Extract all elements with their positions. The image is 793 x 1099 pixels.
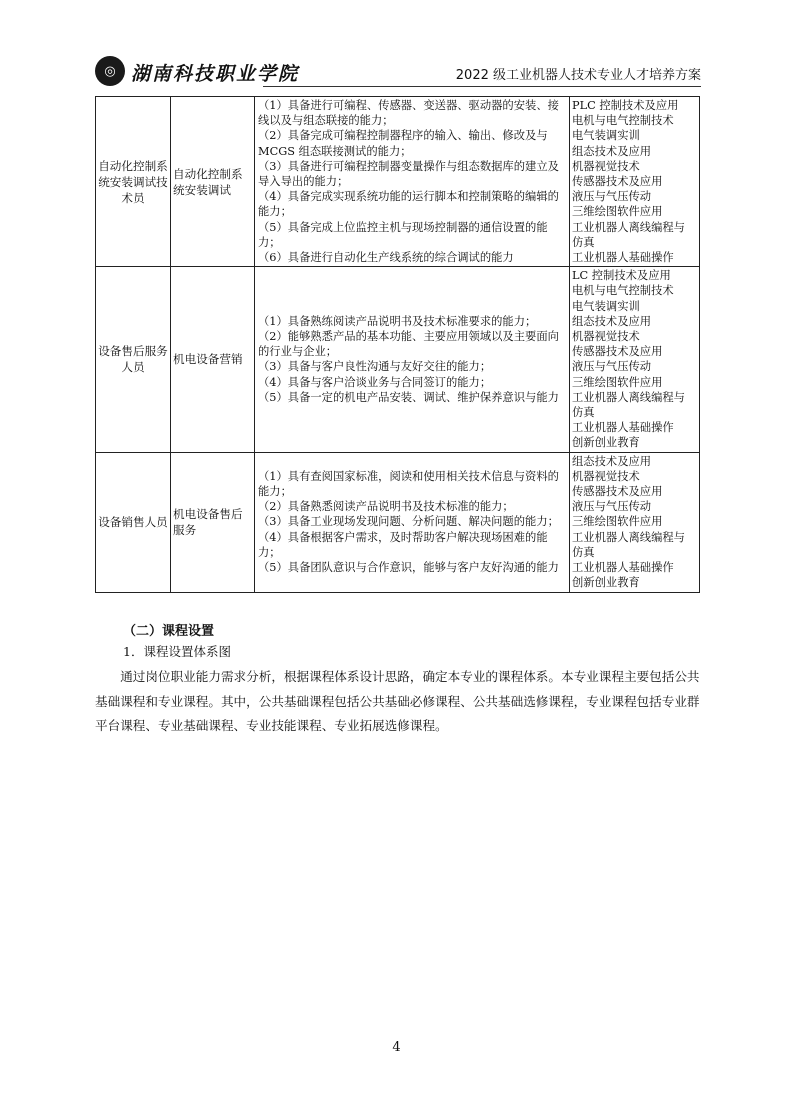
table-row [96, 267, 700, 452]
header-rule [263, 86, 701, 87]
requirement-item: （4）具备与客户洽谈业务与合同签订的能力； [258, 375, 492, 389]
requirement-item: （1）具备进行可编程、传感器、变送器、驱动器的安装、接线以及与组态联接的能力； [258, 99, 559, 128]
course-item: 三维绘图软件应用 [572, 205, 663, 219]
course-item: 组态技术及应用 [572, 454, 652, 468]
course-item: 电气装调实训 [572, 299, 640, 313]
course-item: 传感器技术及应用 [572, 485, 663, 499]
section-heading: （二）课程设置 [123, 624, 215, 639]
course-item: 创新创业教育 [572, 576, 640, 590]
table-row [96, 452, 700, 592]
requirement-item: （2）具备完成可编程控制器程序的输入、输出、修改及与MCGS 组态联接测试的能力； [258, 129, 548, 158]
requirement-item: （5）具备一定的机电产品安装、调试、维护保养意识与能力 [258, 390, 559, 404]
course-item: 传感器技术及应用 [572, 175, 663, 189]
course-item: 电机与电气控制技术 [572, 284, 674, 298]
course-item: 液压与气压传动 [572, 190, 652, 204]
post-ability-table [95, 96, 700, 593]
course-item: 电气装调实训 [572, 129, 640, 143]
supporting-courses-cell [570, 97, 700, 267]
work-task-cell: 机电设备营销 [171, 267, 255, 452]
requirement-item: （1）具备熟练阅读产品说明书及技术标准要求的能力； [258, 314, 537, 328]
course-item: 组态技术及应用 [572, 144, 652, 158]
requirement-item: （1）具有查阅国家标准，阅读和使用相关技术信息与资料的能力； [258, 469, 559, 499]
page-number: 4 [392, 1040, 401, 1055]
work-task-cell: 自动化控制系统安装调试 [171, 97, 255, 267]
post-cell: 自动化控制系统安装调试技术员 [96, 97, 171, 267]
post-cell: 设备售后服务人员 [96, 267, 171, 452]
course-item: 工业机器人基础操作 [572, 561, 674, 575]
requirement-item: （6）具备进行自动化生产线系统的综合调试的能力 [258, 251, 514, 265]
course-item: 组态技术及应用 [572, 314, 652, 328]
supporting-courses-cell [570, 267, 700, 452]
course-item: 机器视觉技术 [572, 159, 640, 173]
school-logo-text: 湖南科技职业学院 [131, 63, 300, 85]
table-row [96, 97, 700, 267]
requirement-item: （5）具备完成上位监控主机与现场控制器的通信设置的能力； [258, 220, 548, 249]
course-item: 工业机器人离线编程与 [572, 530, 685, 544]
post-cell: 设备销售人员 [96, 452, 171, 592]
requirement-item: （3）具备与客户良性沟通与友好交往的能力； [258, 360, 492, 374]
requirement-item: （3）具备进行可编程控制器变量操作与组态数据库的建立及导入导出的能力； [258, 159, 559, 189]
course-item: 仿真 [572, 406, 595, 420]
course-item: 工业机器人基础操作 [572, 421, 674, 435]
course-item: 液压与气压传动 [572, 360, 652, 374]
body-paragraph: 通过岗位职业能力需求分析，根据课程体系设计思路，确定本专业的课程体系。本专业课程主要包括公共基础课程和专业课程。其中，公共基础课程包括公共基础必修课程、公共基础选修课程，专业课程包括专业群平台课程、专业基础课程、专业技能课程、专业拓展选修课程。 [95, 669, 700, 734]
page-header [95, 56, 701, 92]
course-item: 三维绘图软件应用 [572, 375, 663, 389]
course-item: 工业机器人基础操作 [572, 251, 674, 265]
table-body [96, 97, 700, 593]
course-item: 工业机器人离线编程与 [572, 390, 685, 404]
course-item: LC 控制技术及应用 [572, 269, 671, 283]
subsection-heading: 1．课程设置体系图 [123, 644, 231, 659]
requirement-item: （2）能够熟悉产品的基本功能、主要应用领域以及主要面向的行业与企业； [258, 330, 559, 359]
course-item: PLC 控制技术及应用 [572, 99, 679, 112]
ability-requirements-cell [255, 97, 570, 267]
school-emblem-icon: ◎ [95, 56, 125, 86]
ability-requirements-cell [255, 267, 570, 452]
course-item: 传感器技术及应用 [572, 345, 663, 359]
requirement-item: （4）具备完成实现系统功能的运行脚本和控制策略的编辑的能力； [258, 190, 559, 219]
course-item: 机器视觉技术 [572, 469, 640, 483]
requirement-item: （3）具备工业现场发现问题、分析问题、解决问题的能力； [258, 515, 559, 529]
requirement-item: （5）具备团队意识与合作意识，能够与客户友好沟通的能力 [258, 561, 559, 575]
course-item: 创新创业教育 [572, 436, 640, 450]
work-task-cell: 机电设备售后服务 [171, 452, 255, 592]
requirement-item: （2）具备熟悉阅读产品说明书及技术标准的能力； [258, 500, 514, 514]
course-item: 仿真 [572, 545, 595, 559]
course-item: 工业机器人离线编程与 [572, 220, 685, 234]
course-item: 机器视觉技术 [572, 330, 640, 344]
course-item: 三维绘图软件应用 [572, 515, 663, 529]
document-title: 2022 级工业机器人技术专业人才培养方案 [455, 68, 701, 83]
ability-requirements-cell [255, 452, 570, 592]
supporting-courses-cell [570, 452, 700, 592]
course-item: 电机与电气控制技术 [572, 114, 674, 128]
course-item: 液压与气压传动 [572, 500, 652, 514]
course-item: 仿真 [572, 235, 595, 249]
requirement-item: （4）具备根据客户需求，及时帮助客户解决现场困难的能力； [258, 530, 548, 559]
